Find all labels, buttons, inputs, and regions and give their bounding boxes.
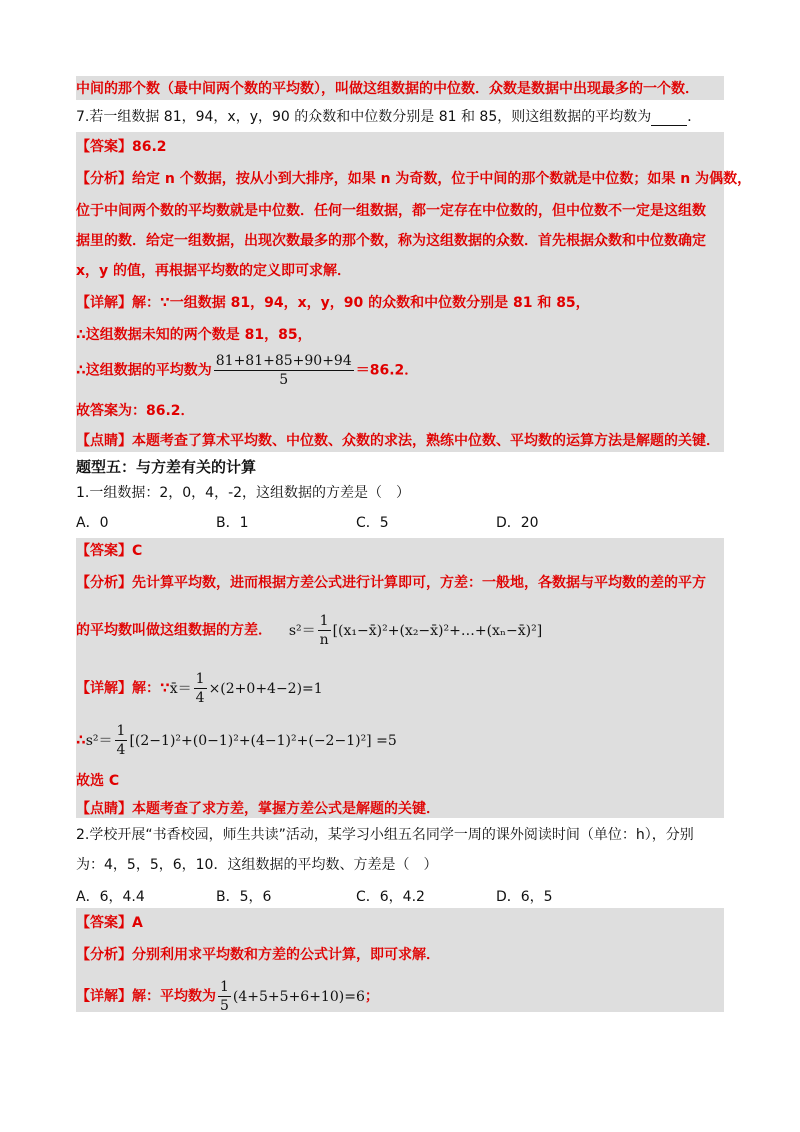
- q2-mean-numerator: 1: [220, 979, 229, 995]
- q7-answer: 【答案】86.2: [76, 139, 167, 155]
- q7-solution-block: [76, 132, 752, 452]
- q7-detail-3-suffix: ＝86.2．: [355, 362, 419, 379]
- q1-comment: 【点睛】本题考查了求方差，掌握方差公式是解题的关键．: [76, 801, 440, 817]
- q1-solution-block: [76, 538, 724, 818]
- q7-analysis-line-2: 位于中间两个数的平均数就是中位数．任何一组数据，都一定存在中位数的，但中位数不一定是这组数: [76, 203, 706, 219]
- q7-comment: 【点睛】本题考查了算术平均数、中位数、众数的求法，熟练中位数、平均数的运算方法是解题的关键．: [76, 433, 720, 449]
- q2-analysis: 【分析】分别利用求平均数和方差的公式计算，即可求解．: [76, 947, 440, 963]
- q2-stem-line-1: 2.学校开展“书香校园，师生共读”活动，某学习小组五名同学一周的课外阅读时间（单位：h），分别: [76, 827, 694, 843]
- q1-formula-fraction: [318, 612, 331, 649]
- section-title: 题型五：与方差有关的计算: [76, 458, 257, 476]
- q1-formula-prefix: s²＝: [288, 622, 316, 639]
- q1-detail-mean: [76, 670, 323, 707]
- q7-detail-2: ∴这组数据未知的两个数是 81，85，: [76, 327, 312, 343]
- q7-fraction-denominator: 5: [279, 372, 289, 388]
- q2-stem-line-2: 为：4，5，5，6，10．这组数据的平均数、方差是（ ）: [76, 857, 438, 873]
- q2-options: [76, 886, 676, 904]
- q1-option-a: A．0: [76, 515, 109, 531]
- q1-formula-denominator: n: [319, 632, 329, 648]
- q1-mean-body: ×(2+0+4−2)=1: [208, 680, 323, 697]
- q7-analysis-line-1: 【分析】给定 n 个数据，按从小到大排序，如果 n 为奇数，位于中间的那个数就是中位数；如果 n 为偶数，: [76, 171, 752, 187]
- q7-conclusion: 故答案为：86.2．: [76, 403, 195, 419]
- top-note-block: [76, 76, 724, 100]
- q2-answer: 【答案】A: [76, 915, 143, 931]
- q1-variance-numerator: 1: [116, 723, 126, 739]
- q7-analysis-line-4: x，y 的值，再根据平均数的定义即可求解．: [76, 263, 352, 279]
- q1-variance-body: [(2−1)²+(0−1)²+(4−1)²+(−2−1)²] =5: [129, 732, 397, 749]
- q2-option-b: B．5，6: [216, 889, 272, 905]
- q1-mean-denominator: 4: [195, 690, 205, 706]
- q2-solution-block: [76, 908, 724, 1012]
- q7-detail-3: [76, 352, 418, 389]
- q2-mean-denominator: 5: [220, 998, 229, 1014]
- q2-mean-expression: [216, 979, 365, 1014]
- q1-stem: 1.一组数据：2，0，4，-2，这组数据的方差是（ ）: [76, 485, 411, 501]
- q7-detail-3-prefix: ∴这组数据的平均数为: [76, 362, 212, 379]
- q1-option-d: D．20: [496, 515, 539, 531]
- q1-detail-s2-prefix: ∴: [76, 732, 86, 749]
- top-note: 中间的那个数（最中间两个数的平均数），叫做这组数据的中位数．众数是数据中出现最多的一个数．: [76, 81, 699, 97]
- q1-options: [76, 512, 676, 530]
- q1-option-c: C．5: [356, 515, 389, 531]
- q2-mean-fraction: [218, 978, 231, 1015]
- q1-variance-label: s²＝: [85, 732, 113, 749]
- q1-variance-formula: [288, 613, 543, 648]
- q1-formula-body: [(x₁−x̄)²+(x₂−x̄)²+…+(xₙ−x̄)²]: [332, 622, 543, 639]
- q7-mean-fraction: [214, 352, 354, 389]
- q1-variance-denominator: 4: [116, 742, 126, 758]
- q7-fraction-numerator: 81+81+85+90+94: [215, 353, 352, 369]
- q1-conclusion: 故选 C: [76, 773, 120, 789]
- q1-mean-label: x̄＝: [169, 680, 192, 697]
- q1-answer: 【答案】C: [76, 543, 143, 559]
- q7-detail-1: 【详解】解：∵一组数据 81，94，x，y，90 的众数和中位数分别是 81 和 85，: [76, 295, 590, 311]
- q2-detail-end: ；: [364, 988, 379, 1005]
- q7-stem: [76, 108, 701, 126]
- q1-formula-numerator: 1: [319, 613, 329, 629]
- q2-mean-body: (4+5+5+6+10)=6: [232, 988, 365, 1005]
- q2-option-d: D．6，5: [496, 889, 553, 905]
- q1-variance-fraction: [115, 722, 128, 759]
- q1-analysis-2: [76, 612, 542, 649]
- q2-option-c: C．6，4.2: [356, 889, 425, 905]
- q1-detail-variance: [76, 722, 397, 759]
- q2-detail-prefix: 【详解】解：平均数为: [76, 988, 216, 1005]
- q7-stem-end: ．: [687, 109, 702, 125]
- q2-option-a: A．6，4.4: [76, 889, 145, 905]
- q1-detail-prefix: 【详解】解：∵: [76, 680, 170, 697]
- q7-analysis-line-3: 据里的数．给定一组数据，出现次数最多的那个数，称为这组数据的众数．首先根据众数和中位数确定: [76, 233, 706, 249]
- q1-option-b: B．1: [216, 515, 249, 531]
- q1-mean-numerator: 1: [195, 671, 205, 687]
- q7-stem-text: 7.若一组数据 81，94，x，y，90 的众数和中位数分别是 81 和 85，则这组数据的平均数为: [76, 109, 652, 125]
- q2-detail: [76, 978, 379, 1015]
- q1-variance-expression: [85, 723, 397, 758]
- q1-analysis-2-text: 的平均数叫做这组数据的方差．: [76, 622, 272, 639]
- q7-answer-blank: [651, 111, 687, 126]
- q1-mean-expression: [169, 671, 323, 706]
- q1-analysis-1: 【分析】先计算平均数，进而根据方差公式进行计算即可，方差：一般地，各数据与平均数的差的平方: [76, 575, 706, 591]
- q1-mean-fraction: [194, 670, 207, 707]
